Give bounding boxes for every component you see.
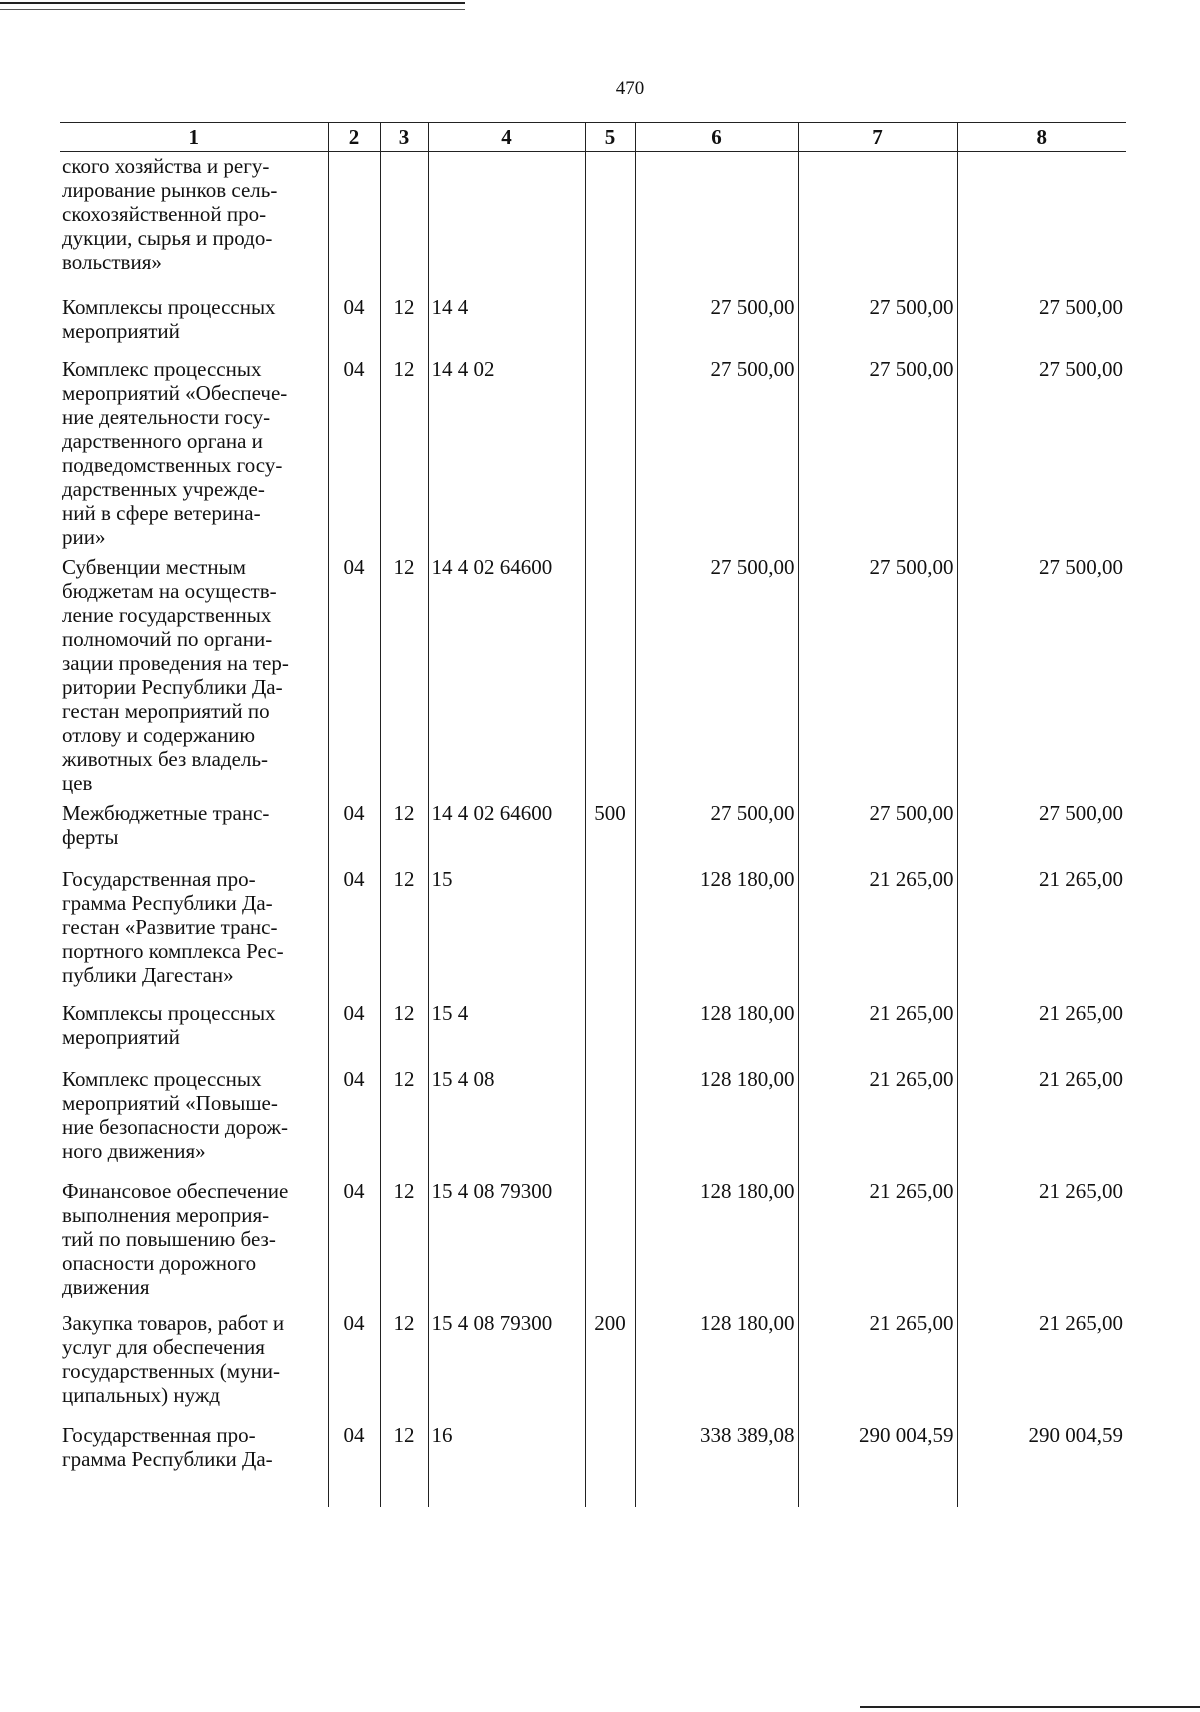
target-article-cell: 14 4 <box>428 289 585 351</box>
expense-type-cell <box>585 289 635 351</box>
row-name-cell: Комплекс процессных мероприятий «Повыше- ние безопасности дорож- ного движения» <box>62 1066 288 1163</box>
row-name-cell: Комплекс процессных мероприятий «Обеспече- ние деятельности госу- дарственного органа и подведомственных госу- дарственных учрежде- ний в сфере ветерина- рии» <box>62 356 288 549</box>
amount-col8-cell: 27 500,00 <box>957 795 1126 861</box>
subsection-code-cell: 12 <box>380 351 428 549</box>
amount-col6-cell <box>635 152 798 289</box>
expense-type-cell <box>585 549 635 795</box>
expense-type-cell <box>585 995 635 1061</box>
table-row <box>60 1417 1126 1507</box>
table-body <box>60 152 1126 1507</box>
amount-col8-cell: 21 265,00 <box>957 1061 1126 1173</box>
section-code-cell <box>328 152 380 289</box>
subsection-code-cell <box>380 152 428 289</box>
amount-col7-cell: 290 004,59 <box>798 1417 957 1507</box>
expense-type-cell <box>585 152 635 289</box>
amount-col7-cell <box>798 152 957 289</box>
scan-edge-line <box>0 9 465 10</box>
amount-col7-cell: 21 265,00 <box>798 995 957 1061</box>
column-header: 5 <box>585 123 635 152</box>
amount-col6-cell: 27 500,00 <box>635 795 798 861</box>
subsection-code-cell: 12 <box>380 995 428 1061</box>
row-name-cell: Государственная про- грамма Республики Да- гестан «Развитие транс- портного комплекса Рес- публики Дагестан» <box>62 866 284 987</box>
budget-table <box>60 122 1126 1507</box>
scan-edge-line <box>0 2 465 4</box>
target-article-cell: 15 4 <box>428 995 585 1061</box>
amount-col6-cell: 128 180,00 <box>635 1305 798 1417</box>
column-header: 6 <box>635 123 798 152</box>
target-article-cell <box>428 152 585 289</box>
amount-col6-cell: 27 500,00 <box>635 351 798 549</box>
subsection-code-cell: 12 <box>380 861 428 995</box>
amount-col8-cell: 27 500,00 <box>957 289 1126 351</box>
row-name-cell: Финансовое обеспечение выполнения мероприя- тий по повышению без- опасности дорожного движения <box>62 1178 289 1299</box>
scan-edge-line <box>860 1706 1200 1708</box>
table-row <box>60 1061 1126 1173</box>
subsection-code-cell: 12 <box>380 1417 428 1507</box>
table-row <box>60 1305 1126 1417</box>
expense-type-cell <box>585 351 635 549</box>
section-code-cell: 04 <box>328 795 380 861</box>
column-header: 1 <box>60 123 328 152</box>
row-name-cell: Закупка товаров, работ и услуг для обеспечения государственных (муни- ципальных) нужд <box>62 1310 285 1407</box>
amount-col7-cell: 27 500,00 <box>798 289 957 351</box>
row-name-cell: Государственная про- грамма Республики Да- <box>62 1422 273 1471</box>
subsection-code-cell: 12 <box>380 1173 428 1305</box>
amount-col6-cell: 27 500,00 <box>635 549 798 795</box>
subsection-code-cell: 12 <box>380 549 428 795</box>
table-row <box>60 795 1126 861</box>
table-header-row <box>60 123 1126 152</box>
page-number: 470 <box>615 78 645 99</box>
table-row <box>60 289 1126 351</box>
amount-col7-cell: 27 500,00 <box>798 549 957 795</box>
target-article-cell: 16 <box>428 1417 585 1507</box>
section-code-cell: 04 <box>328 861 380 995</box>
amount-col6-cell: 338 389,08 <box>635 1417 798 1507</box>
subsection-code-cell: 12 <box>380 795 428 861</box>
row-name-cell: Комплексы процессных мероприятий <box>62 1000 276 1049</box>
amount-col8-cell: 21 265,00 <box>957 1173 1126 1305</box>
section-code-cell: 04 <box>328 549 380 795</box>
expense-type-cell <box>585 1417 635 1507</box>
table-row <box>60 351 1126 549</box>
column-header: 7 <box>798 123 957 152</box>
amount-col7-cell: 21 265,00 <box>798 1173 957 1305</box>
row-name-cell: Межбюджетные транс- ферты <box>62 800 270 849</box>
target-article-cell: 15 4 08 79300 <box>428 1305 585 1417</box>
amount-col6-cell: 128 180,00 <box>635 1061 798 1173</box>
amount-col6-cell: 27 500,00 <box>635 289 798 351</box>
target-article-cell: 14 4 02 64600 <box>428 795 585 861</box>
amount-col8-cell: 290 004,59 <box>957 1417 1126 1507</box>
subsection-code-cell: 12 <box>380 1061 428 1173</box>
expense-type-cell <box>585 1061 635 1173</box>
section-code-cell: 04 <box>328 1061 380 1173</box>
expense-type-cell: 500 <box>585 795 635 861</box>
section-code-cell: 04 <box>328 1417 380 1507</box>
table-row <box>60 1173 1126 1305</box>
target-article-cell: 15 4 08 79300 <box>428 1173 585 1305</box>
amount-col6-cell: 128 180,00 <box>635 1173 798 1305</box>
amount-col7-cell: 27 500,00 <box>798 795 957 861</box>
amount-col7-cell: 27 500,00 <box>798 351 957 549</box>
row-name-cell: Комплексы процессных мероприятий <box>62 294 276 343</box>
amount-col8-cell: 21 265,00 <box>957 995 1126 1061</box>
section-code-cell: 04 <box>328 1173 380 1305</box>
column-header: 2 <box>328 123 380 152</box>
target-article-cell: 14 4 02 <box>428 351 585 549</box>
subsection-code-cell: 12 <box>380 1305 428 1417</box>
table-row <box>60 152 1126 289</box>
section-code-cell: 04 <box>328 995 380 1061</box>
column-header: 3 <box>380 123 428 152</box>
row-name-cell: ского хозяйства и регу- лирование рынков сель- скохозяйственной про- дукции, сырья и продо- вольствия» <box>62 154 278 274</box>
target-article-cell: 15 4 08 <box>428 1061 585 1173</box>
row-name-cell: Субвенции местным бюджетам на осуществ- ление государственных полномочий по органи- зации проведения на тер- ритории Республики Да- гестан мероприятий по отлову и содержанию животных без владель- цев <box>62 554 289 795</box>
target-article-cell: 14 4 02 64600 <box>428 549 585 795</box>
amount-col6-cell: 128 180,00 <box>635 995 798 1061</box>
expense-type-cell <box>585 1173 635 1305</box>
table-row <box>60 549 1126 795</box>
target-article-cell: 15 <box>428 861 585 995</box>
amount-col7-cell: 21 265,00 <box>798 1061 957 1173</box>
amount-col8-cell: 21 265,00 <box>957 1305 1126 1417</box>
expense-type-cell <box>585 861 635 995</box>
amount-col8-cell <box>957 152 1126 289</box>
section-code-cell: 04 <box>328 1305 380 1417</box>
column-header: 4 <box>428 123 585 152</box>
section-code-cell: 04 <box>328 351 380 549</box>
amount-col7-cell: 21 265,00 <box>798 1305 957 1417</box>
table-row <box>60 995 1126 1061</box>
amount-col8-cell: 27 500,00 <box>957 351 1126 549</box>
subsection-code-cell: 12 <box>380 289 428 351</box>
table-row <box>60 861 1126 995</box>
amount-col6-cell: 128 180,00 <box>635 861 798 995</box>
section-code-cell: 04 <box>328 289 380 351</box>
amount-col8-cell: 27 500,00 <box>957 549 1126 795</box>
amount-col8-cell: 21 265,00 <box>957 861 1126 995</box>
amount-col7-cell: 21 265,00 <box>798 861 957 995</box>
expense-type-cell: 200 <box>585 1305 635 1417</box>
column-header: 8 <box>957 123 1126 152</box>
